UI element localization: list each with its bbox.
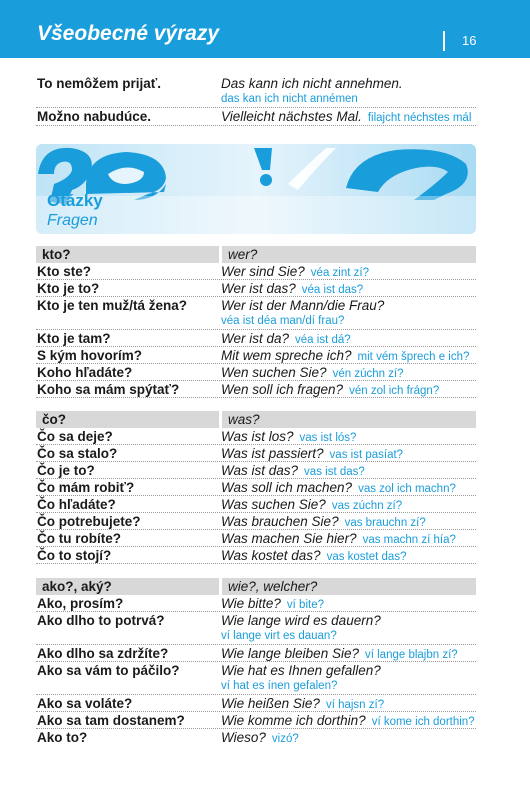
german-phrase: Was kostet das? vas kostet das?	[221, 548, 407, 563]
page-header	[0, 0, 530, 58]
pronunciation: vas zol ich machn?	[358, 483, 456, 495]
pronunciation: ví bite?	[286, 599, 324, 611]
slovak-phrase: Kto je to?	[37, 281, 100, 296]
pronunciation: filajcht néchstes mál	[367, 112, 472, 124]
phrase-row	[36, 108, 476, 126]
slovak-phrase: Kto je tam?	[37, 331, 111, 346]
slovak-phrase: Koho sa mám spýtať?	[37, 382, 180, 397]
phrase-row	[36, 428, 476, 445]
german-phrase: Wen suchen Sie? vén zúchn zí?	[221, 365, 404, 380]
section-subheading: Fragen	[47, 212, 98, 229]
phrase-row	[36, 364, 476, 381]
pronunciation: vas ist pasíat?	[329, 449, 404, 461]
phrase-row	[36, 729, 476, 746]
slovak-phrase: Čo sa stalo?	[37, 446, 118, 461]
slovak-phrase: Ako dlho to potrvá?	[37, 613, 165, 628]
pronunciation: ví lange blajbn zí?	[364, 649, 458, 661]
group-slovak: ako?, aký?	[42, 579, 112, 594]
german-phrase: Das kann ich nicht annehmen.	[221, 76, 403, 91]
phrase-row	[36, 595, 476, 612]
pronunciation: vén zol ich frágn?	[349, 385, 440, 397]
german-phrase: Wieso? vizó?	[221, 730, 299, 745]
phrase-row	[36, 695, 476, 712]
phrase-row	[36, 479, 476, 496]
slovak-phrase: Kto je ten muž/tá žena?	[37, 298, 188, 313]
slovak-phrase: Ako sa voláte?	[37, 696, 133, 711]
slovak-phrase: Ako to?	[37, 730, 88, 745]
german-phrase: Wer sind Sie? véa zint zí?	[221, 264, 369, 279]
pronunciation: ví hat es ínen gefalen?	[221, 680, 338, 692]
slovak-phrase: Čo je to?	[37, 463, 95, 478]
pronunciation: véa ist dá?	[295, 334, 351, 346]
phrase-row	[36, 347, 476, 364]
german-phrase: Wie hat es Ihnen gefallen?	[221, 663, 381, 678]
group-header	[36, 411, 476, 428]
german-phrase: Was ist los? vas ist lós?	[221, 429, 357, 444]
slovak-phrase: Čo sa deje?	[37, 429, 113, 444]
pronunciation: vas ist das?	[304, 466, 365, 478]
german-phrase: Was soll ich machen? vas zol ich machn?	[221, 480, 456, 495]
slovak-phrase: To nemôžem prijať.	[37, 76, 161, 91]
slovak-phrase: Čo tu robíte?	[37, 531, 121, 546]
german-phrase: Was brauchen Sie? vas brauchn zí?	[221, 514, 426, 529]
group-german: was?	[228, 412, 260, 427]
german-phrase: Wer ist da? véa ist dá?	[221, 331, 351, 346]
pronunciation: das kan ich nicht annémen	[221, 93, 358, 105]
group-header	[36, 578, 476, 595]
phrase-row	[36, 645, 476, 662]
group-header	[36, 246, 476, 263]
pronunciation: véa ist das?	[301, 284, 364, 296]
german-phrase: Wen soll ich fragen? vén zol ich frágn?	[221, 382, 440, 397]
pronunciation: mit vém šprech e ich?	[357, 351, 470, 363]
phrase-row	[36, 496, 476, 513]
header-divider	[443, 31, 445, 51]
phrase-row	[36, 330, 476, 347]
slovak-phrase: Ako sa vám to páčilo?	[37, 663, 180, 678]
pronunciation: vas ist lós?	[299, 432, 357, 444]
pronunciation: véa ist déa man/dí frau?	[221, 315, 345, 327]
group-slovak: čo?	[42, 412, 67, 427]
slovak-phrase: Možno nabudúce.	[37, 109, 151, 124]
group-german: wer?	[228, 247, 258, 262]
slovak-phrase: Ako dlho sa zdržíte?	[37, 646, 169, 661]
phrase-row	[36, 513, 476, 530]
german-phrase: Wie bitte? ví bite?	[221, 596, 324, 611]
slovak-phrase: Čo potrebujete?	[37, 514, 141, 529]
pronunciation: véa zint zí?	[310, 267, 369, 279]
page-title: Všeobecné výrazy	[37, 22, 220, 45]
group-german: wie?, welcher?	[228, 579, 318, 594]
pronunciation: vas brauchn zí?	[344, 517, 426, 529]
german-phrase: Wie lange wird es dauern?	[221, 613, 381, 628]
slovak-phrase: S kým hovorím?	[37, 348, 143, 363]
pronunciation: vas machn zí híа?	[362, 534, 456, 546]
german-phrase: Wie heißen Sie? ví hajsn zí?	[221, 696, 385, 711]
section-heading: Otázky	[47, 191, 103, 210]
slovak-phrase: Čo to stojí?	[37, 548, 112, 563]
german-phrase: Was ist passiert? vas ist pasíat?	[221, 446, 404, 461]
phrase-row	[36, 445, 476, 462]
phrase-row	[36, 75, 476, 108]
german-phrase: Was machen Sie hier? vas machn zí híа?	[221, 531, 456, 546]
german-phrase: Wie lange bleiben Sie? ví lange blajbn zí?	[221, 646, 458, 661]
german-phrase: Wer ist das? véa ist das?	[221, 281, 364, 296]
section-banner	[36, 144, 476, 234]
phrase-row	[36, 263, 476, 280]
question-marks-graphic	[36, 144, 476, 234]
phrase-row	[36, 297, 476, 330]
phrase-row	[36, 612, 476, 645]
pronunciation: vas kostet das?	[326, 551, 407, 563]
phrase-row	[36, 712, 476, 729]
pronunciation: ví lange virt es dauan?	[221, 630, 337, 642]
page-number: 16	[462, 33, 477, 48]
slovak-phrase: Koho hľadáte?	[37, 365, 133, 380]
pronunciation: ví hajsn zí?	[325, 699, 385, 711]
german-phrase: Vielleicht nächstes Mal. filajcht néchstes mál	[221, 109, 472, 124]
german-phrase: Was suchen Sie? vas zúchn zí?	[221, 497, 403, 512]
german-phrase: Mit wem spreche ich? mit vém šprech e ich?	[221, 348, 470, 363]
phrase-row	[36, 381, 476, 398]
phrase-row	[36, 547, 476, 564]
pronunciation: vén zúchn zí?	[332, 368, 404, 380]
phrase-row	[36, 462, 476, 479]
slovak-phrase: Čo hľadáte?	[37, 497, 116, 512]
phrase-row	[36, 530, 476, 547]
german-phrase: Wie komme ich dorthin? ví kome ich dorthin?	[221, 713, 475, 728]
slovak-phrase: Čo mám robiť?	[37, 480, 135, 495]
phrase-row	[36, 280, 476, 297]
pronunciation: vas zúchn zí?	[331, 500, 403, 512]
slovak-phrase: Kto ste?	[37, 264, 91, 279]
pronunciation: ví kome ich dorthin?	[371, 716, 475, 728]
slovak-phrase: Ako, prosím?	[37, 596, 124, 611]
phrase-row	[36, 662, 476, 695]
pronunciation: vizó?	[271, 733, 299, 745]
german-phrase: Wer ist der Mann/die Frau?	[221, 298, 385, 313]
group-slovak: kto?	[42, 247, 71, 262]
slovak-phrase: Ako sa tam dostanem?	[37, 713, 185, 728]
german-phrase: Was ist das? vas ist das?	[221, 463, 365, 478]
